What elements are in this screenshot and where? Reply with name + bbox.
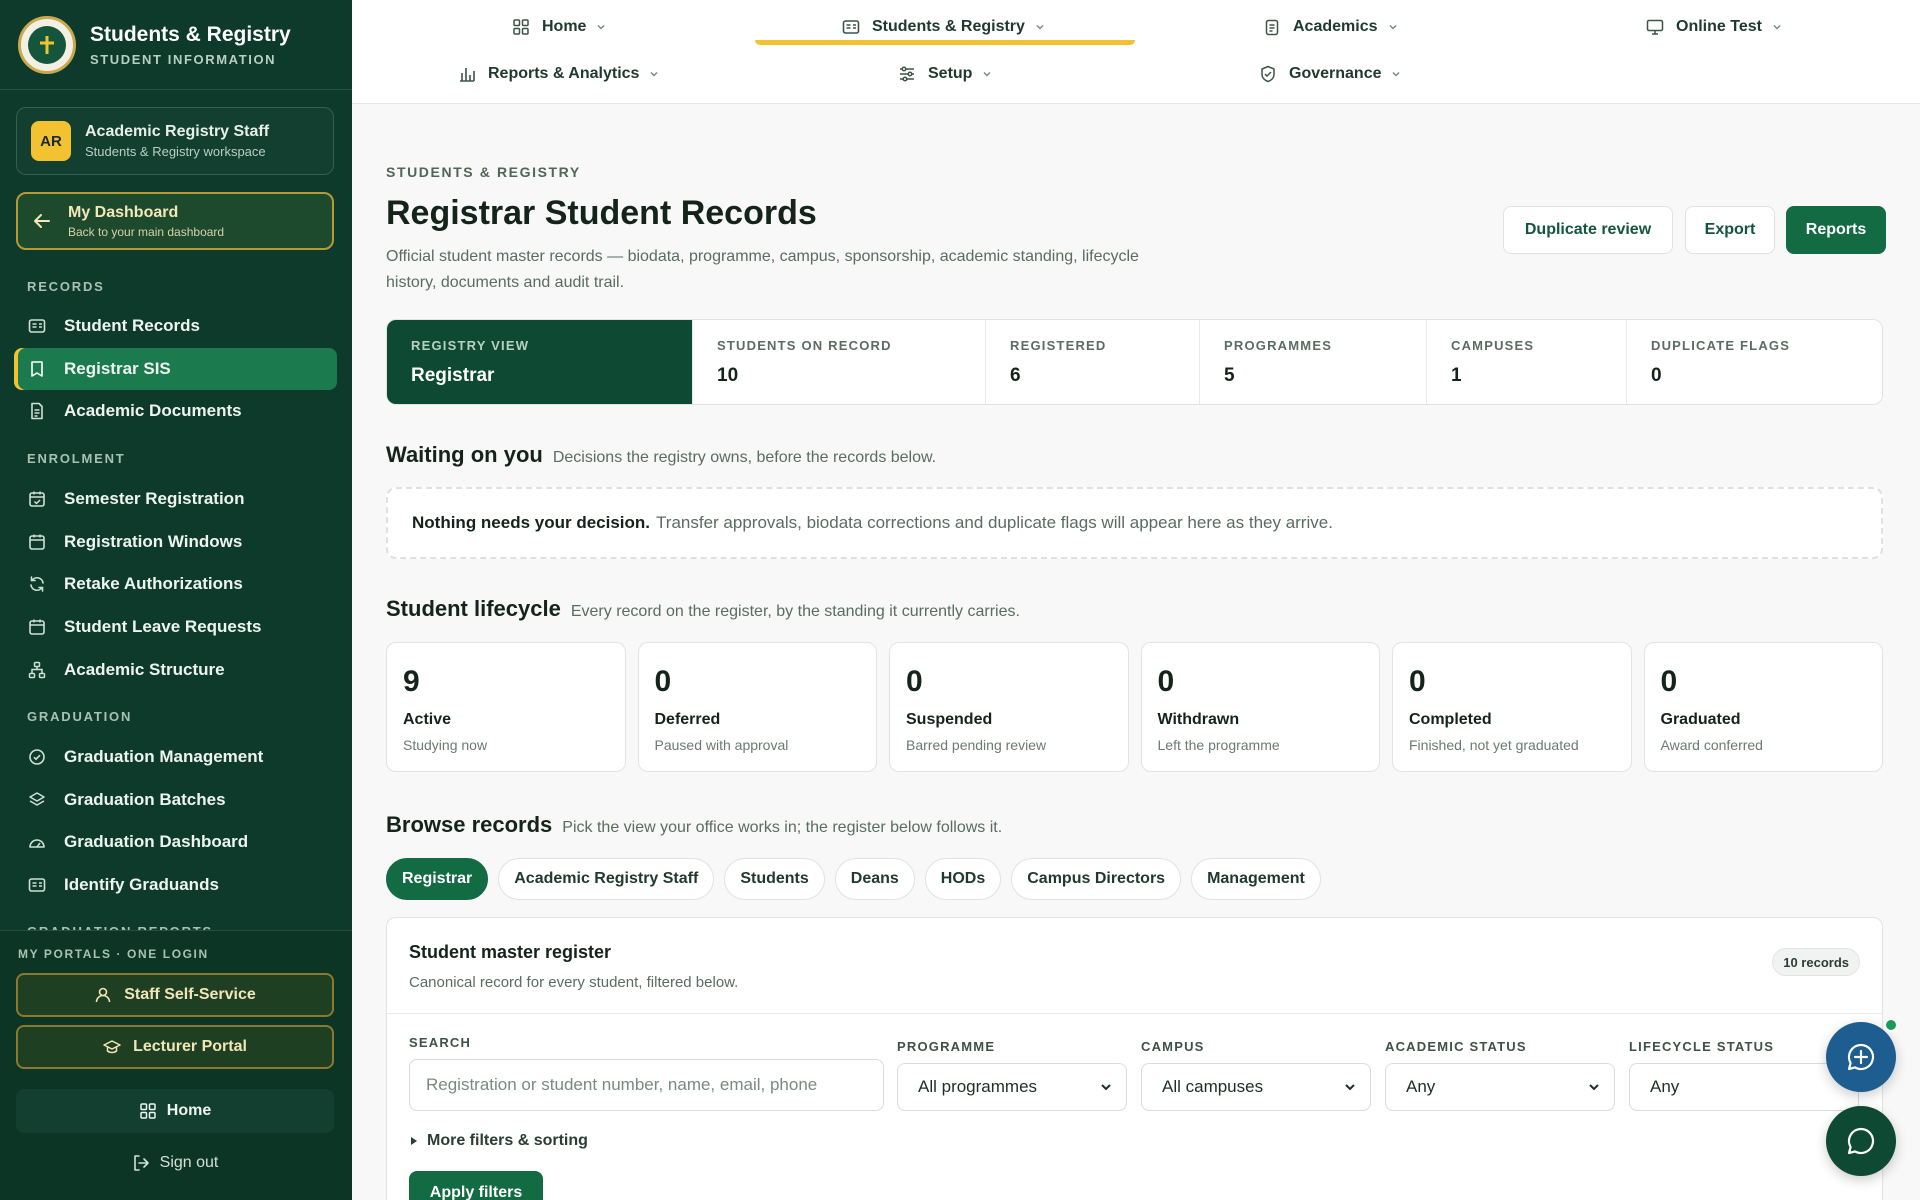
- lifecycle-card-active[interactable]: [386, 642, 626, 772]
- calendar-icon: [28, 618, 46, 636]
- lifecycle-count: 0: [1409, 665, 1426, 698]
- stat-value: 6: [1010, 365, 1021, 386]
- lifecycle-sub: Barred pending review: [906, 737, 1047, 753]
- chat-sparkle-icon: [1846, 1042, 1876, 1072]
- chevron-down-icon: [1100, 1081, 1112, 1093]
- lifecycle-label: Graduated: [1660, 711, 1741, 728]
- sidebar-item-label: Retake Authorizations: [64, 574, 243, 593]
- programme-label: PROGRAMME: [897, 1039, 996, 1054]
- lifecycle-label: Withdrawn: [1157, 711, 1240, 728]
- campus-select[interactable]: [1141, 1063, 1371, 1111]
- id-card-icon: [28, 876, 46, 894]
- brand: [0, 0, 352, 90]
- lifecycle-count: 0: [1660, 665, 1678, 698]
- topnav-reports-analytics[interactable]: [458, 59, 659, 89]
- lifecycle-sub: Paused with approval: [654, 737, 789, 753]
- grid-icon: [512, 18, 530, 36]
- my-dashboard-button[interactable]: [16, 192, 334, 250]
- sidebar-item-label: Graduation Dashboard: [64, 832, 249, 851]
- chip-registrar[interactable]: Registrar: [386, 858, 488, 900]
- sidebar-item-registrar-sis[interactable]: [14, 348, 337, 390]
- chevron-down-icon: [1035, 22, 1045, 32]
- topnav-academics[interactable]: [1263, 12, 1398, 42]
- lifecycle-label: Suspended: [906, 711, 993, 728]
- logout-icon: [132, 1154, 150, 1172]
- lifecycle-title: Student lifecycle: [386, 596, 561, 621]
- brand-title: Students & Registry: [90, 22, 291, 46]
- topnav-students-label: Students & Registry: [872, 18, 1025, 35]
- gauge-icon: [28, 833, 46, 851]
- academic-status-label: ACADEMIC STATUS: [1385, 1039, 1527, 1054]
- record-count-badge: 10 records: [1772, 948, 1860, 976]
- university-logo: [18, 16, 76, 74]
- sidebar-home-button[interactable]: [16, 1089, 334, 1133]
- id-card-icon: [842, 18, 860, 36]
- sliders-icon: [898, 65, 916, 83]
- search-input[interactable]: Registration or student number, name, email, phone: [409, 1059, 884, 1111]
- clipboard-icon: [1263, 18, 1281, 36]
- user-icon: [94, 986, 112, 1004]
- programme-select[interactable]: [897, 1063, 1127, 1111]
- online-status-dot: [1884, 1018, 1898, 1032]
- lifecycle-label: Active: [403, 711, 452, 728]
- sidebar-item-label: Identify Graduands: [64, 875, 219, 894]
- stat-label: REGISTRY VIEW: [411, 338, 530, 353]
- sidebar-item-label: Student Leave Requests: [64, 617, 262, 636]
- lifecycle-card-graduated[interactable]: [1644, 642, 1884, 772]
- staff-self-service-label: Staff Self-Service: [124, 986, 256, 1003]
- arrow-left-icon: [32, 211, 52, 231]
- topnav-setup-label: Setup: [928, 65, 973, 82]
- stat-duplicate-flags: [1627, 320, 1882, 404]
- triangle-right-icon: [409, 1136, 419, 1146]
- stat-label: PROGRAMMES: [1224, 338, 1333, 353]
- duplicate-review-button[interactable]: Duplicate review: [1503, 206, 1673, 254]
- more-filters-label: More filters & sorting: [427, 1132, 588, 1149]
- lifecycle-card-completed[interactable]: [1392, 642, 1632, 772]
- lifecycle-label: Completed: [1409, 711, 1492, 728]
- sign-out-label: Sign out: [159, 1154, 219, 1171]
- sidebar-item-identify-graduands[interactable]: [14, 864, 337, 906]
- dashboard-title: My Dashboard: [68, 203, 179, 221]
- grid-icon: [139, 1102, 157, 1120]
- nav-section-enrolment: ENROLMENT: [27, 451, 126, 466]
- stat-value: Registrar: [411, 365, 495, 386]
- topnav-reports-label: Reports & Analytics: [488, 65, 640, 82]
- waiting-section-header: [386, 442, 936, 468]
- lifecycle-status-select[interactable]: [1629, 1063, 1859, 1111]
- sidebar-item-student-leave-requests[interactable]: [14, 606, 337, 648]
- lifecycle-status-label: LIFECYCLE STATUS: [1629, 1039, 1775, 1054]
- lifecycle-count: 0: [654, 665, 672, 698]
- sidebar-item-graduation-dashboard[interactable]: [14, 821, 337, 863]
- topnav-academics-label: Academics: [1293, 18, 1378, 35]
- user-workspace: Students & Registry workspace: [85, 144, 266, 159]
- waiting-strong-text: Nothing needs your decision.: [412, 513, 651, 532]
- academic-status-select[interactable]: [1385, 1063, 1615, 1111]
- topnav-online-test-label: Online Test: [1676, 18, 1762, 35]
- main-content: [352, 104, 1920, 1200]
- nav-section-graduation: GRADUATION: [27, 709, 133, 724]
- lifecycle-sub: Studying now: [403, 737, 488, 753]
- chip-deans[interactable]: Deans: [835, 858, 915, 900]
- campus-value: All campuses: [1162, 1077, 1264, 1096]
- stat-label: CAMPUSES: [1451, 338, 1535, 353]
- staff-self-service-button[interactable]: [16, 973, 334, 1017]
- browse-subtitle: Pick the view your office works in; the register below follows it.: [562, 819, 1003, 836]
- id-card-icon: [28, 317, 46, 335]
- chip-academic-registry-staff[interactable]: Academic Registry Staff: [498, 858, 714, 900]
- chevron-down-icon: [1772, 22, 1782, 32]
- lecturer-portal-label: Lecturer Portal: [133, 1038, 247, 1055]
- more-filters-toggle[interactable]: [409, 1132, 588, 1150]
- waiting-title: Waiting on you: [386, 442, 543, 467]
- lecturer-portal-button[interactable]: [16, 1025, 334, 1069]
- register-title: Student master register: [409, 942, 612, 962]
- portals-panel: [0, 930, 352, 1200]
- monitor-icon: [1646, 18, 1664, 36]
- sidebar-item-academic-structure[interactable]: [14, 649, 337, 691]
- sign-out-button[interactable]: [16, 1141, 334, 1185]
- calendar-icon: [28, 533, 46, 551]
- chevron-down-icon: [596, 22, 606, 32]
- user-card[interactable]: [16, 107, 334, 175]
- hierarchy-icon: [28, 661, 46, 679]
- topnav-students-registry[interactable]: [842, 12, 1045, 42]
- stat-label: STUDENTS ON RECORD: [717, 338, 892, 353]
- page-description: Official student master records — biodata, programme, campus, sponsorship, academic standing, lifecycle history, documents and audit trail.: [386, 248, 1139, 291]
- lifecycle-card-deferred[interactable]: [638, 642, 878, 772]
- lifecycle-status-value: Any: [1650, 1077, 1680, 1096]
- topnav-governance[interactable]: [1259, 59, 1401, 89]
- browse-title: Browse records: [386, 812, 553, 837]
- avatar: AR: [31, 121, 71, 161]
- bookmark-icon: [28, 360, 46, 378]
- sidebar-item-label: Registration Windows: [64, 532, 243, 551]
- chevron-down-icon: [982, 69, 992, 79]
- student-master-register: [386, 917, 1883, 1200]
- stat-programmes: [1200, 320, 1427, 404]
- sidebar-item-label: Registrar SIS: [64, 359, 171, 378]
- chevron-down-icon: [1388, 22, 1398, 32]
- active-tab-indicator: [755, 40, 1135, 45]
- chevron-down-icon: [1391, 69, 1401, 79]
- search-label: SEARCH: [409, 1035, 472, 1050]
- lifecycle-label: Deferred: [654, 711, 721, 728]
- sidebar-item-academic-documents[interactable]: [14, 390, 337, 432]
- topnav-online-test[interactable]: [1646, 12, 1782, 42]
- lifecycle-count: 9: [403, 665, 420, 698]
- page-eyebrow: STUDENTS & REGISTRY: [386, 164, 581, 180]
- stat-label: DUPLICATE FLAGS: [1651, 338, 1791, 353]
- sidebar-item-graduation-batches[interactable]: [14, 779, 337, 821]
- dashboard-subtitle: Back to your main dashboard: [68, 224, 225, 239]
- lifecycle-subtitle: Every record on the register, by the standing it currently carries.: [570, 603, 1020, 620]
- browse-section-header: [386, 812, 1002, 838]
- lifecycle-section-header: [386, 596, 1020, 622]
- register-subtitle: Canonical record for every student, filtered below.: [409, 974, 739, 991]
- refresh-icon: [28, 575, 46, 593]
- nav-section-records: RECORDS: [27, 279, 105, 294]
- export-button[interactable]: Export: [1685, 206, 1775, 254]
- sidebar-item-retake-authorizations[interactable]: [14, 563, 337, 605]
- bar-chart-icon: [458, 65, 476, 83]
- ai-assistant-button[interactable]: [1826, 1022, 1896, 1092]
- topnav-home-label: Home: [542, 18, 587, 35]
- user-name: Academic Registry Staff: [85, 123, 270, 140]
- sidebar-item-label: Academic Documents: [64, 401, 242, 420]
- sidebar-item-label: Semester Registration: [64, 489, 245, 508]
- sidebar-item-label: Academic Structure: [64, 660, 225, 679]
- stat-value: 1: [1451, 365, 1462, 386]
- stat-value: 0: [1651, 365, 1662, 386]
- lifecycle-cards: [386, 642, 1883, 772]
- sidebar-item-label: Graduation Batches: [64, 790, 226, 809]
- layers-icon: [28, 791, 46, 809]
- document-icon: [28, 402, 46, 420]
- academic-status-value: Any: [1406, 1077, 1436, 1096]
- lifecycle-sub: Finished, not yet graduated: [1409, 737, 1579, 753]
- chat-bubble-icon: [1846, 1126, 1876, 1156]
- chip-campus-directors[interactable]: Campus Directors: [1011, 858, 1181, 900]
- lifecycle-card-suspended[interactable]: [889, 642, 1129, 772]
- chat-button[interactable]: [1826, 1106, 1896, 1176]
- lifecycle-card-withdrawn[interactable]: [1141, 642, 1381, 772]
- top-navigation: [352, 0, 1920, 104]
- stat-label: REGISTERED: [1010, 338, 1107, 353]
- reports-button[interactable]: Reports: [1786, 206, 1886, 254]
- topnav-governance-label: Governance: [1289, 65, 1382, 82]
- chip-students[interactable]: Students: [724, 858, 824, 900]
- sidebar-item-label: Student Records: [64, 316, 201, 335]
- topnav-setup[interactable]: [898, 59, 992, 89]
- portals-label: MY PORTALS · ONE LOGIN: [18, 947, 209, 961]
- chevron-down-icon: [1344, 1081, 1356, 1093]
- chip-hods[interactable]: HODs: [925, 858, 1001, 900]
- stat-value: 5: [1224, 365, 1235, 386]
- stat-students-on-record: [693, 320, 986, 404]
- sidebar-item-semester-registration[interactable]: [14, 478, 337, 520]
- lifecycle-count: 0: [1157, 665, 1175, 698]
- lifecycle-sub: Award conferred: [1660, 737, 1763, 753]
- sidebar-item-graduation-management[interactable]: [14, 736, 337, 778]
- programme-value: All programmes: [918, 1077, 1038, 1096]
- chip-management[interactable]: Management: [1191, 858, 1321, 900]
- stat-registered: [986, 320, 1200, 404]
- waiting-empty-state: [386, 487, 1883, 559]
- lifecycle-sub: Left the programme: [1157, 737, 1280, 753]
- calendar-check-icon: [28, 490, 46, 508]
- waiting-text: Transfer approvals, biodata corrections and duplicate flags will appear here as they arrive.: [656, 513, 1333, 532]
- sidebar-item-registration-windows[interactable]: [14, 521, 337, 563]
- topnav-home[interactable]: [512, 12, 606, 42]
- lifecycle-count: 0: [906, 665, 923, 698]
- apply-filters-button[interactable]: Apply filters: [409, 1171, 543, 1200]
- page-title: Registrar Student Records: [386, 194, 817, 232]
- campus-label: CAMPUS: [1141, 1039, 1205, 1054]
- shield-check-icon: [1259, 65, 1277, 83]
- check-circle-icon: [28, 748, 46, 766]
- stats-bar: [386, 319, 1883, 405]
- stat-registry-view: [387, 320, 693, 404]
- divider: [387, 1013, 1882, 1014]
- stat-value: 10: [717, 365, 739, 386]
- sidebar-item-student-records[interactable]: [14, 305, 337, 347]
- waiting-subtitle: Decisions the registry owns, before the records below.: [552, 449, 937, 466]
- sidebar-item-label: Graduation Management: [64, 747, 264, 766]
- sidebar-home-label: Home: [166, 1102, 212, 1119]
- stat-campuses: [1427, 320, 1627, 404]
- view-chips: [386, 858, 1321, 900]
- chevron-down-icon: [1588, 1081, 1600, 1093]
- brand-subtitle: STUDENT INFORMATION: [90, 51, 277, 67]
- graduation-cap-icon: [103, 1038, 121, 1056]
- chevron-down-icon: [649, 69, 659, 79]
- sidebar: [0, 0, 352, 1200]
